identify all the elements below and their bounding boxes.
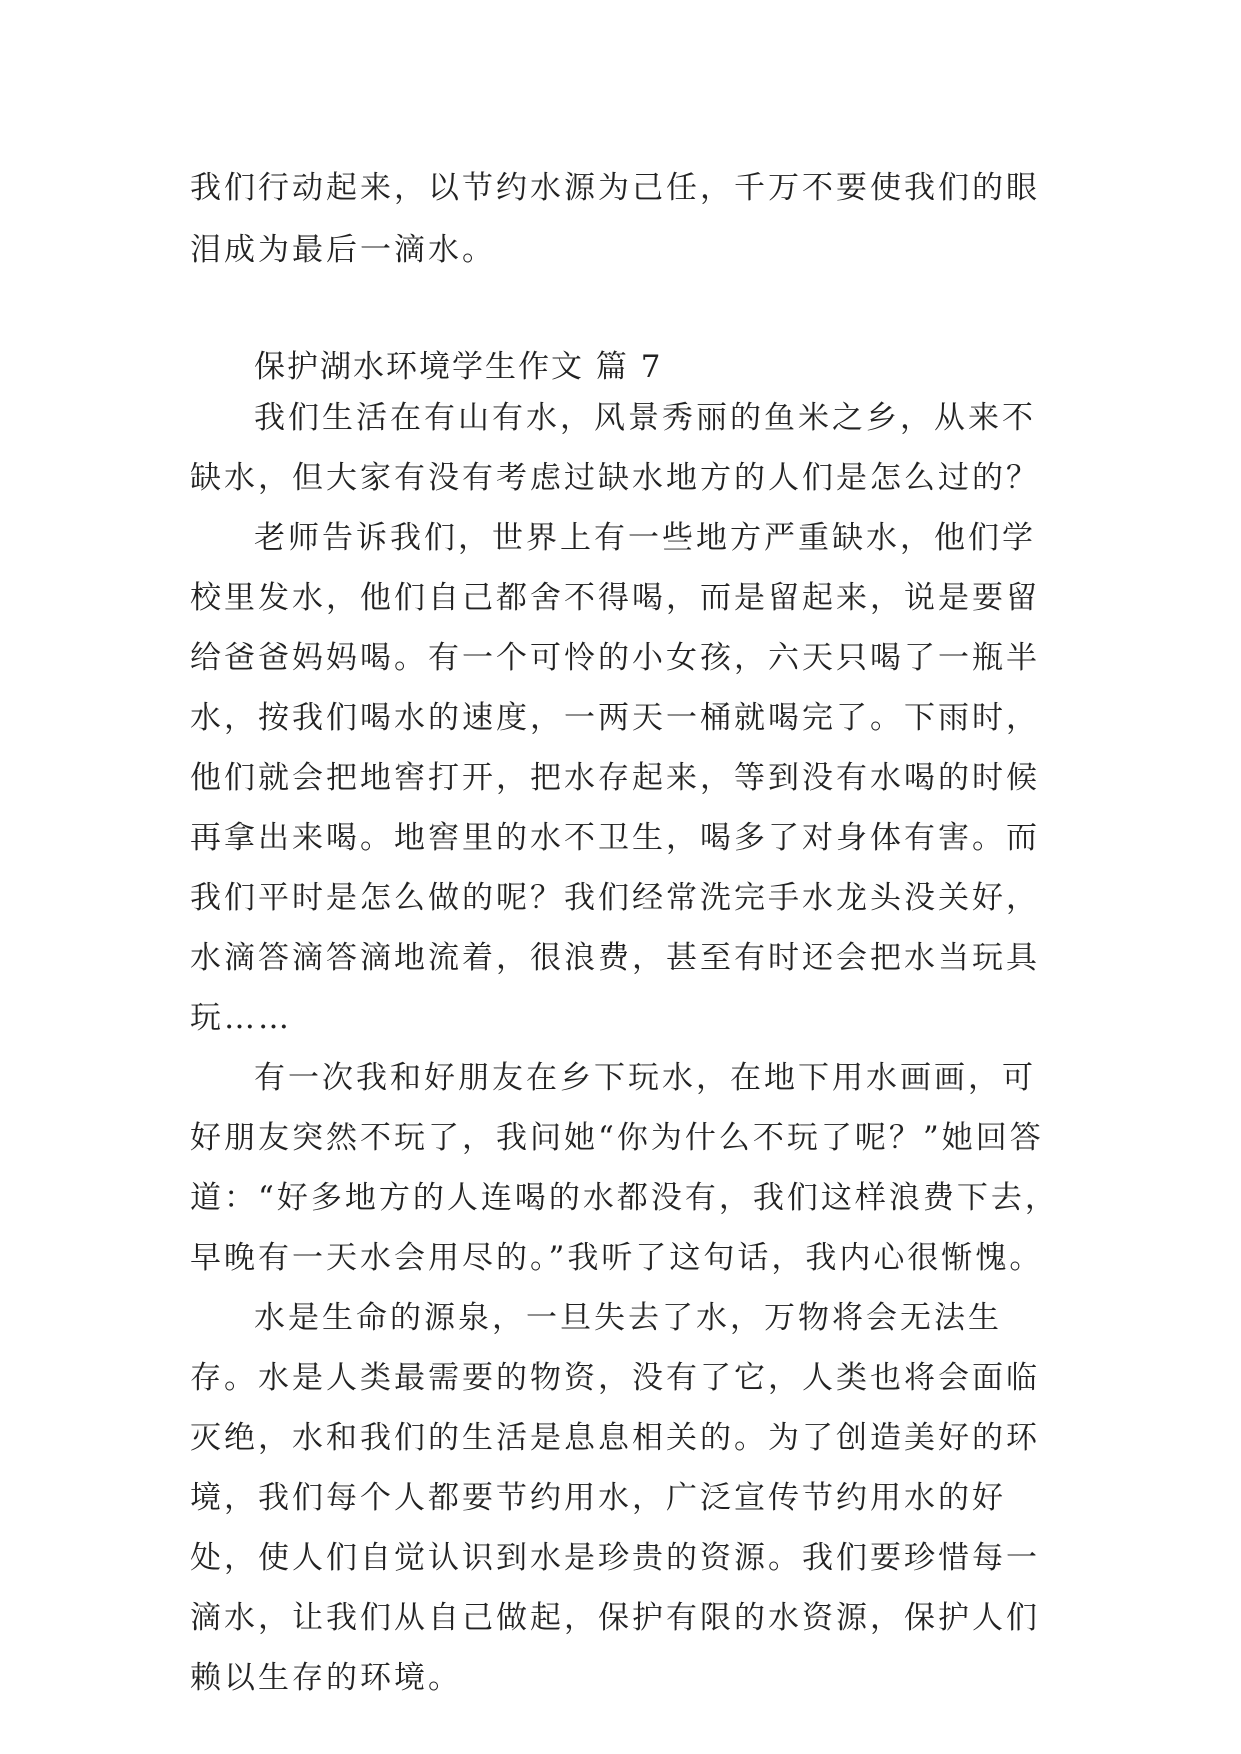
paragraph-3: 有一次我和好朋友在乡下玩水，在地下用水画画，可好朋友突然不玩了，我问她“你为什么不玩了呢？”她回答道：“好多地方的人连喝的水都没有，我们这样浪费下去，早晚有一天水会用尽的。”我听了这句话，我内心很惭愧。 (190, 1060, 1059, 1276)
paragraph-4: 水是生命的源泉，一旦失去了水，万物将会无法生存。水是人类最需要的物资，没有了它，人类也将会面临灭绝，水和我们的生活是息息相关的。为了创造美好的环境，我们每个人都要节约用水，广泛宣传节约用水的好处，使人们自觉认识到水是珍贵的资源。我们要珍惜每一滴水，让我们从自己做起，保护有限的水资源，保护人们赖以生存的环境。 (190, 1300, 1040, 1696)
paragraph-1: 我们生活在有山有水，风景秀丽的鱼米之乡，从来不缺水，但大家有没有考虑过缺水地方的人们是怎么过的？ (190, 400, 1040, 496)
continuation-paragraph (190, 157, 1060, 281)
essay-body (190, 388, 1060, 1708)
continuation-text: 我们行动起来，以节约水源为己任，千万不要使我们的眼泪成为最后一滴水。 (190, 170, 1040, 268)
paragraph-2: 老师告诉我们，世界上有一些地方严重缺水，他们学校里发水，他们自己都舍不得喝，而是留起来，说是要留给爸爸妈妈喝。有一个可怜的小女孩，六天只喝了一瓶半水，按我们喝水的速度，一两天一桶就喝完了。下雨时，他们就会把地窖打开，把水存起来，等到没有水喝的时候再拿出来喝。地窖里的水不卫生，喝多了对身体有害。而我们平时是怎么做的呢？我们经常洗完手水龙头没关好，水滴答滴答滴地流着，很浪费，甚至有时还会把水当玩具玩…… (190, 520, 1040, 1036)
essay-title: 保护湖水环境学生作文 篇 7 (254, 349, 663, 385)
